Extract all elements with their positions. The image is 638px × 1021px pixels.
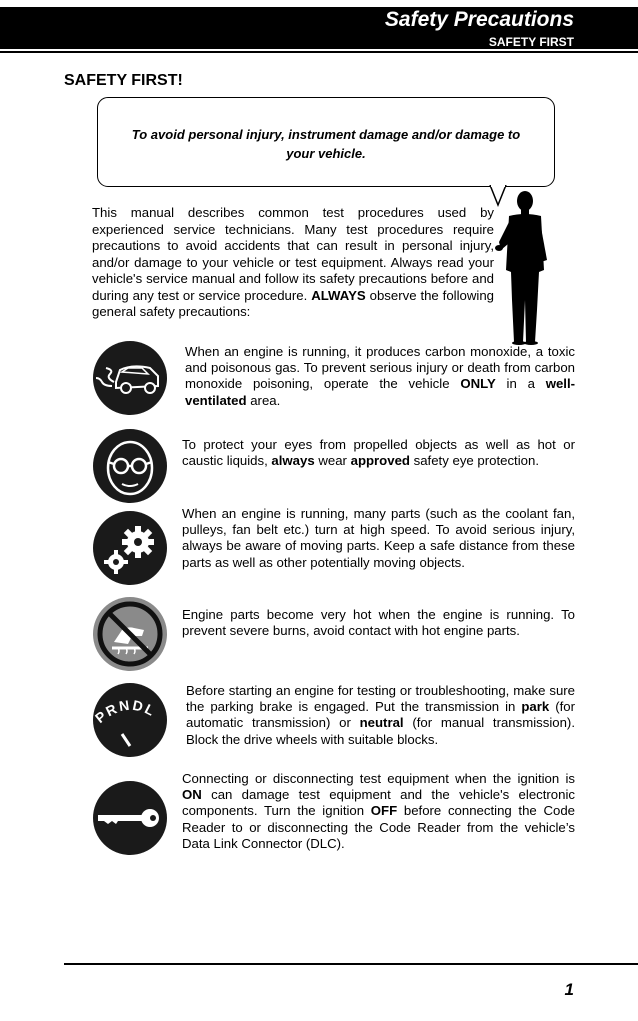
section-heading: SAFETY FIRST! — [64, 72, 183, 89]
ignition-key-icon — [92, 780, 168, 856]
intro-paragraph: This manual describes common test procedures used by experienced service technicians. Many test procedures require precautions to avoid accidents that can result in personal injury, and/or damage to your vehicle or test equipment. Always read your vehicle's service manual and follow its safety precautions before and during any test or service procedure. ALWAYS observe the following general safety precautions: — [92, 205, 494, 319]
gears-icon — [92, 510, 168, 586]
header-title: Safety Precautions — [384, 8, 574, 31]
no-hot-surface-icon — [92, 596, 168, 672]
precaution-eye-protection: To protect your eyes from propelled objects as well as hot or caustic liquids, always wear approved safety eye protection. — [182, 437, 575, 469]
gear-selector-icon — [92, 682, 168, 758]
car-exhaust-icon — [92, 340, 168, 416]
gear-selector-label: PRNDL — [92, 696, 159, 727]
header-rule — [0, 51, 638, 53]
precaution-transmission: Before starting an engine for testing or troubleshooting, make sure the parking brake is engaged. Put the transmission in park (for automatic transmission) or neutral (for manual transmission). Block the drive wheels with suitable blocks. — [186, 683, 575, 747]
precaution-hot-parts: Engine parts become very hot when the engine is running. To prevent severe burns, avoid contact with hot engine parts. — [182, 607, 575, 639]
precaution-ignition: Connecting or disconnecting test equipment when the ignition is ON can damage test equipment and the vehicle's electronic components. Turn the ignition OFF before connecting the Code Reader to or disconnecting the Code Reader from the vehicle’s Data Link Connector (DLC). — [182, 771, 575, 851]
header-subtitle: SAFETY FIRST — [488, 35, 574, 49]
precaution-exhaust: When an engine is running, it produces carbon monoxide, a toxic and poisonous gas. To prevent serious injury or death from carbon monoxide poisoning, operate the vehicle ONLY in a well-ventilated area. — [185, 344, 576, 408]
page-number: 1 — [564, 980, 574, 999]
footer-rule — [64, 963, 638, 965]
precaution-moving-parts: When an engine is running, many parts (such as the coolant fan, pulleys, fan belt etc.) turn at high speed. To avoid serious injury, always be aware of moving parts. Keep a safe distance from these parts as well as other potentially moving objects. — [182, 506, 575, 570]
callout-text: To avoid personal injury, instrument damage and/or damage to your vehicle. — [131, 127, 521, 161]
technician-silhouette-icon — [495, 190, 555, 345]
safety-goggles-icon — [92, 428, 168, 504]
